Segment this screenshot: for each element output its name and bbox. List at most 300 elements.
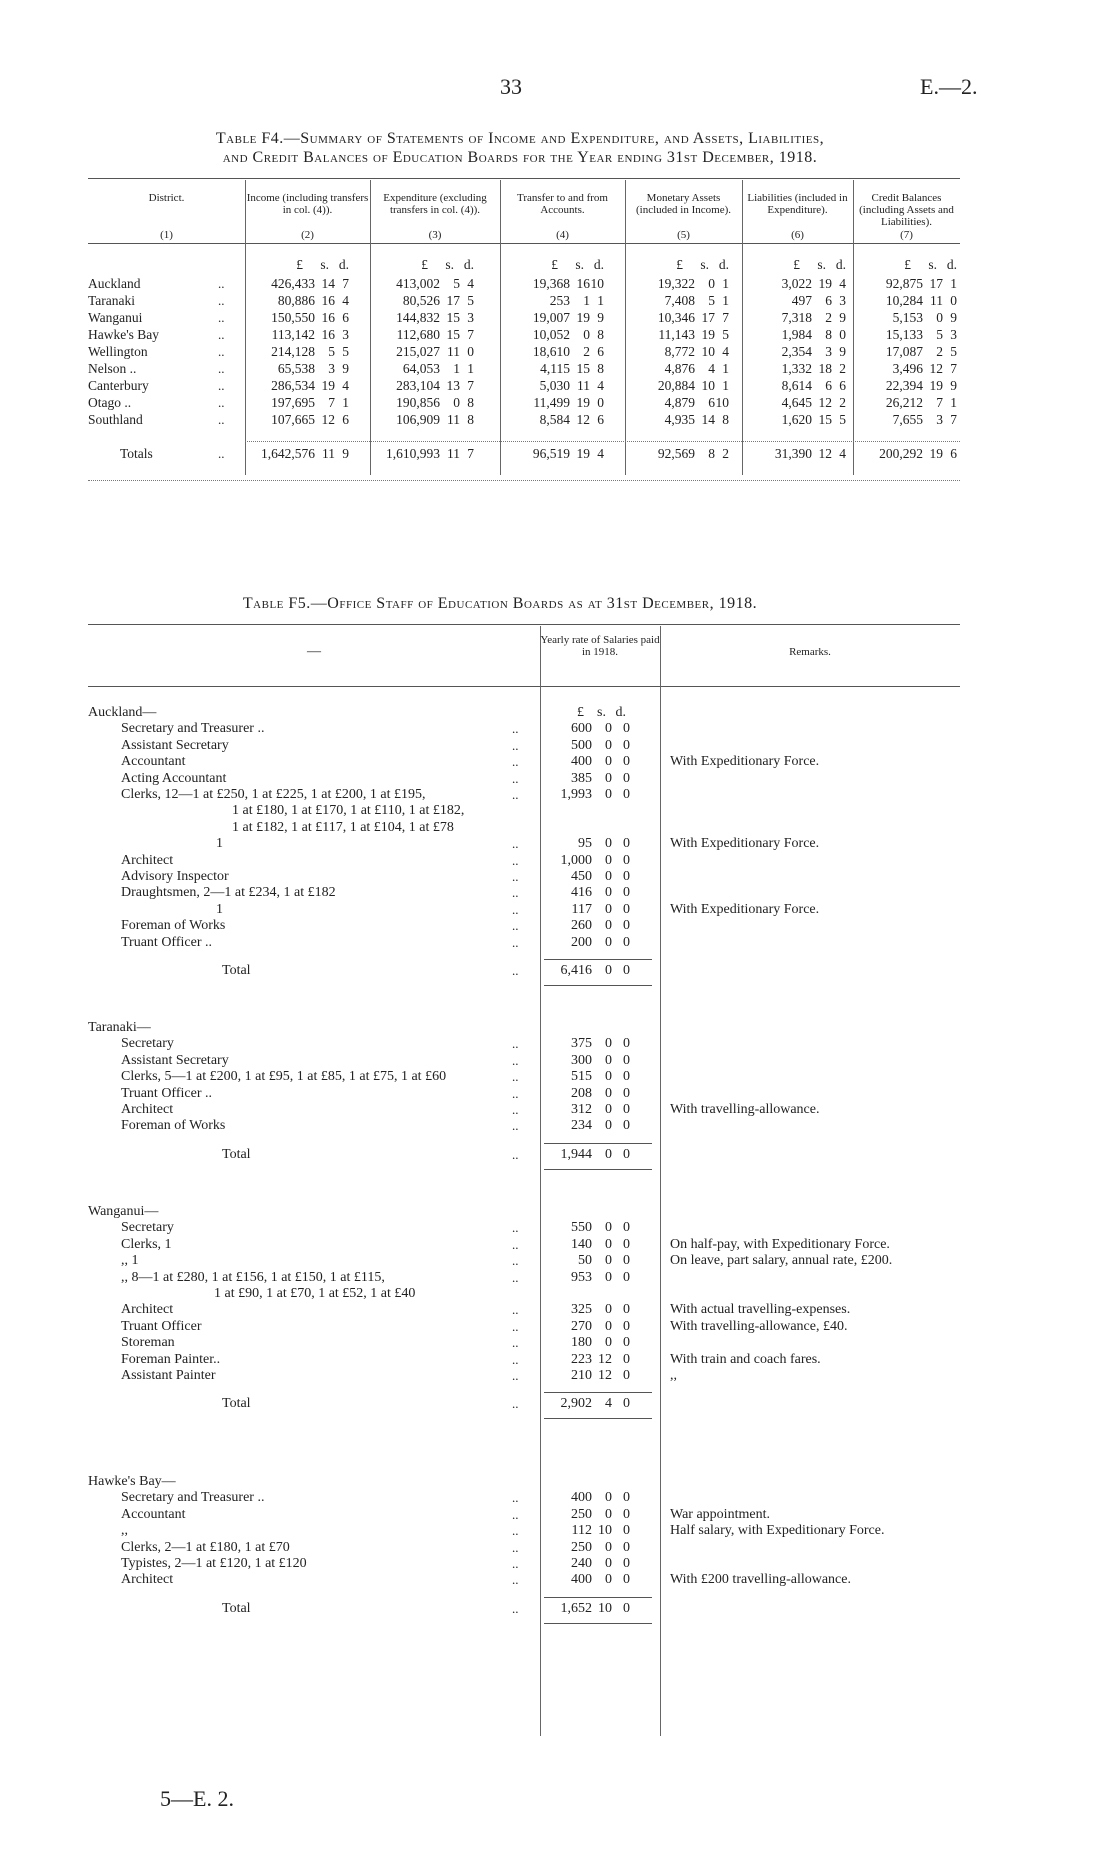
f5-row-shillings: 0 [605,737,612,753]
f4-row-pounds: 92,875 [885,276,923,291]
f4-row-pounds: 4,645 [781,395,812,410]
f4-header-num: (1) [160,229,173,241]
leader-dots: .. [512,1220,519,1236]
f4-row-district: Wellington [88,344,148,359]
f5-row-pence: 0 [623,1085,630,1101]
f5-row-label: 1 at £182, 1 at £117, 1 at £104, 1 at £78 [232,819,454,835]
f4-row-pounds: 3,496 [892,361,923,376]
f4-row-pence: 2 [839,395,846,410]
f4-header: Monetary Assets (included in Income). [636,192,731,216]
f5-row-pence: 0 [623,934,630,950]
leader-dots: .. [512,1269,519,1285]
f5-row-pence: 0 [623,1572,630,1588]
f4-row-pounds: 11,499 [533,395,570,410]
f5-row-pence: 0 [623,1052,630,1068]
document-code: E.—2. [920,74,978,99]
f5-total-rule [544,959,652,960]
f4-row-pounds: 113,142 [271,327,315,342]
f4-row-pence: 7 [950,412,957,427]
f4-row-pence: 10 [590,276,604,291]
f4-unit: d. [338,257,349,272]
f4-row-district: Wanganui [88,310,143,325]
f4-row-pounds: 197,695 [271,395,315,410]
f4-row-pence: 9 [597,310,604,325]
f4-total-shillings: 11 [447,446,460,461]
page-footer: 5—E. 2. [160,1786,234,1811]
f4-row-shillings: 0 [708,276,715,291]
f5-row-pounds: 400 [571,1572,592,1588]
leader-dots: .. [512,1600,519,1616]
f5-row-pounds: 250 [571,1506,592,1522]
f5-unit: £ [577,705,584,720]
f5-row-pounds: 210 [571,1368,592,1383]
f5-row-shillings: 0 [605,1318,612,1334]
f4-row-pounds: 214,128 [271,344,315,359]
f4-row-pence: 4 [722,344,729,359]
leader-dots: .. [512,918,519,934]
f5-row-pence: 0 [623,1351,630,1367]
f5-total-rule [544,1597,652,1598]
f4-row-shillings: 15 [446,310,460,325]
f5-row-pounds: 208 [571,1085,592,1101]
leader-dots: .. [218,276,225,291]
leader-dots: .. [512,1236,519,1252]
f4-row-pence: 1 [950,395,957,410]
f5-row-remark: On leave, part salary, annual rate, £200. [670,1253,893,1269]
f4-total-pounds: 200,292 [879,446,923,461]
f5-row-label: Storeman [121,1335,175,1351]
f4-row-shillings: 5 [453,276,460,291]
f5-total-pence: 0 [623,1146,630,1162]
leader-dots: .. [512,1069,519,1085]
f4-row-pounds: 15,133 [885,327,923,342]
f4-row-pounds: 286,534 [271,378,315,393]
f5-row-remark: With actual travelling-expenses. [670,1302,851,1318]
f5-total-rule [544,1392,652,1393]
f4-row-shillings: 8 [825,327,832,342]
f4-row-shillings: 3 [825,344,832,359]
f4-title: Table F4.—Summary of Statements of Income and Expenditure, and Assets, Liabilities, [215,130,825,147]
f4-row-district: Southland [88,412,143,427]
f4-unit: d. [835,257,846,272]
f4-row-pounds: 7,408 [664,293,695,308]
f4-row-pounds: 10,284 [885,293,923,308]
f4-unit: £ [904,257,911,272]
f4-row-pounds: 18,610 [532,344,570,359]
f5-total-pounds: 6,416 [560,963,592,978]
f5-total-label: Total [222,1396,251,1412]
f4-row-pence: 3 [342,327,349,342]
f4-row-shillings: 16 [321,327,335,342]
f5-total-pounds: 1,652 [560,1600,592,1616]
f5-row-label: Advisory Inspector [121,869,229,884]
f4-row-pence: 9 [342,361,349,376]
leader-dots: .. [512,852,519,868]
f5-row-pounds: 300 [571,1052,592,1068]
f4-row-pounds: 144,832 [396,310,440,325]
f5-total-shillings: 0 [605,963,612,978]
f5-row-pounds: 250 [571,1539,592,1555]
f4-row-pounds: 4,935 [664,412,695,427]
f5-total-pence: 0 [623,1600,630,1616]
leader-dots: .. [512,1102,519,1117]
f4-row-pence: 7 [342,276,349,291]
f4-row-pounds: 19,007 [532,310,570,325]
f5-total-rule [544,1623,652,1624]
leader-dots: .. [512,1490,519,1506]
f5-unit: d. [615,705,626,720]
f5-row-pence: 0 [623,1506,630,1522]
f4-row-pence: 7 [467,327,474,342]
f5-total-rule [544,1418,652,1419]
f4-row-pence: 7 [722,310,729,325]
f4-row-pounds: 19,368 [532,276,570,291]
f5-total-label: Total [222,963,251,978]
f5-row-pounds: 375 [571,1036,592,1052]
f4-row-shillings: 16 [576,276,590,291]
leader-dots: .. [512,1146,519,1162]
f5-row-shillings: 0 [605,852,612,868]
f4-row-shillings: 5 [708,293,715,308]
f5-title: Table F5.—Office Staff of Education Boards as at 31st December, 1918. [242,595,758,612]
f4-row-shillings: 11 [447,412,460,427]
f4-row-pence: 1 [597,293,604,308]
leader-dots: .. [512,1036,519,1052]
f5-total-rule [544,985,652,986]
f4-row-shillings: 19 [576,395,590,410]
f5-group-name: Wanganui— [88,1204,159,1219]
f4-total-pence: 2 [722,446,729,461]
f4-row-shillings: 4 [708,361,715,376]
f5-row-pounds: 515 [571,1069,592,1085]
f4-row-pounds: 413,002 [396,276,440,291]
f5-row-pence: 0 [623,787,630,802]
f4-row-pence: 8 [722,412,729,427]
f4-header-num: (5) [677,229,690,241]
f4-row-shillings: 3 [328,361,335,376]
f4-row-pounds: 8,772 [664,344,695,359]
f5-row-remark: With travelling-allowance, £40. [670,1318,848,1334]
f4-row-shillings: 1 [583,293,590,308]
f4-unit: £ [793,257,800,272]
f5-row-label: Clerks, 5—1 at £200, 1 at £95, 1 at £85, 1 at £75, 1 at £60 [121,1069,447,1085]
f4-unit: £ [551,257,558,272]
f5-row-pence: 0 [623,721,630,737]
f4-row-pounds: 1,984 [781,327,812,342]
f4-unit: d. [463,257,474,272]
f5-row-shillings: 0 [605,1036,612,1052]
f5-row-label: Architect [121,1302,174,1318]
f4-row-district: Taranaki [88,293,136,308]
f5-row-shillings: 0 [605,1052,612,1068]
f4-total-pounds: 92,569 [657,446,695,461]
f4-header: District. [148,192,185,204]
f4-row-shillings: 12 [929,361,943,376]
f4-unit: £ [296,257,303,272]
f5-row-label: Clerks, 1 [121,1236,172,1252]
f5-row-pounds: 200 [571,934,592,950]
f4-row-pence: 5 [467,293,474,308]
f5-row-pence: 0 [623,1236,630,1252]
f5-row-label: ,, 1 [121,1253,139,1269]
f4-row-shillings: 2 [825,310,832,325]
leader-dots: .. [218,344,225,359]
f4-total-pence: 4 [597,446,604,461]
f5-row-label: Secretary and Treasurer .. [121,721,265,737]
f4-totals-label: Totals [120,446,153,461]
f5-row-shillings: 0 [605,1572,612,1588]
f4-row-pence: 1 [950,276,957,291]
f4-row-shillings: 19 [576,310,590,325]
f4-row-pence: 1 [467,361,474,376]
f5-row-pence: 0 [623,1318,630,1334]
leader-dots: .. [512,1118,519,1134]
leader-dots: .. [512,1253,519,1269]
f4-total-shillings: 8 [708,446,715,461]
f5-total-shillings: 0 [605,1146,612,1162]
f5-row-remark: ,, [670,1368,677,1383]
f5-row-pence: 0 [623,1556,630,1571]
f5-row-pence: 0 [623,1036,630,1052]
f5-row-label: 1 [216,901,223,917]
f4-row-shillings: 16 [321,310,335,325]
f5-row-label: 1 at £90, 1 at £70, 1 at £52, 1 at £40 [214,1286,416,1301]
f5-total-shillings: 10 [598,1600,612,1616]
f4-row-pounds: 17,087 [885,344,923,359]
f5-row-pounds: 270 [571,1318,592,1334]
f5-row-pounds: 450 [571,869,592,884]
f4-row-pounds: 5,030 [539,378,570,393]
f4-row-pence: 9 [839,344,846,359]
leader-dots: .. [512,934,519,950]
f4-row-shillings: 17 [701,310,715,325]
f5-row-shillings: 0 [605,1236,612,1252]
f5-row-shillings: 0 [605,1490,612,1506]
f4-total-shillings: 12 [818,446,832,461]
f4-row-shillings: 0 [453,395,460,410]
f5-row-pounds: 953 [571,1269,592,1285]
leader-dots: .. [218,395,225,410]
f4-unit: s. [575,257,584,272]
f4-row-shillings: 15 [446,327,460,342]
f4-row-pounds: 80,886 [277,293,315,308]
f4-row-pounds: 253 [549,293,570,308]
f5-row-label: Foreman of Works [121,1118,226,1134]
f5-row-shillings: 12 [598,1351,612,1367]
f4-row-pence: 3 [839,293,846,308]
f4-rule-bottom [88,480,960,481]
f5-row-label: 1 [216,836,223,852]
f5-row-pounds: 260 [571,918,592,934]
f5-row-label: Assistant Secretary [121,1052,229,1068]
f4-row-pence: 4 [342,293,349,308]
f4-row-pence: 9 [950,378,957,393]
f4-row-pence: 1 [722,378,729,393]
f4-row-pence: 0 [467,344,474,359]
f5-row-shillings: 0 [605,1506,612,1522]
f4-total-pounds: 96,519 [532,446,570,461]
page-number: 33 [500,74,522,99]
f5-row-shillings: 0 [605,1102,612,1117]
f4-rule-totals [245,441,960,442]
f5-row-label: Assistant Secretary [121,737,229,753]
f4-row-shillings: 6 [825,378,832,393]
f5-row-pence: 0 [623,1335,630,1351]
leader-dots: .. [512,1318,519,1334]
f5-row-label: Clerks, 12—1 at £250, 1 at £225, 1 at £200, 1 at £195, [121,787,426,802]
f4-header: Credit Balances (including Assets and Liabilities). [859,192,954,228]
f5-row-pence: 0 [623,770,630,786]
f4-row-pence: 6 [597,412,604,427]
f5-row-pence: 0 [623,737,630,753]
f4-row-pounds: 8,584 [539,412,570,427]
f4-row-district: Nelson .. [88,361,137,376]
f5-row-pounds: 325 [571,1302,592,1318]
f4-header: Liabilities (included in Expenditure). [747,192,848,216]
f5-row-shillings: 0 [605,885,612,901]
f4-row-pence: 1 [722,361,729,376]
f5-row-remark: War appointment. [670,1506,770,1522]
f4-row-district: Auckland [88,276,141,291]
f4-row-pence: 6 [597,344,604,359]
f4-row-pence: 4 [467,276,474,291]
f5-row-shillings: 0 [605,1118,612,1134]
f5-row-remark: With £200 travelling-allowance. [670,1572,851,1588]
f5-rule-head [88,686,960,687]
f4-header-num: (7) [900,229,913,241]
f4-row-pounds: 2,354 [781,344,812,359]
f4-row-pounds: 426,433 [271,276,315,291]
f5-row-label: Assistant Painter [121,1368,216,1383]
f5-unit: s. [597,705,606,720]
f5-row-label: Architect [121,852,174,868]
f4-row-pence: 10 [715,395,729,410]
f5-total-pounds: 1,944 [560,1146,592,1162]
f5-row-remark: With Expeditionary Force. [670,901,820,917]
f4-row-shillings: 10 [701,378,715,393]
f5-row-shillings: 0 [605,1556,612,1571]
f4-row-shillings: 0 [583,327,590,342]
f5-row-shillings: 0 [605,934,612,950]
f5-row-label: ,, 8—1 at £280, 1 at £156, 1 at £150, 1 at £115, [121,1269,385,1285]
f4-header: Transfer to and from Accounts. [517,192,608,216]
f4-row-shillings: 17 [929,276,943,291]
leader-dots: .. [512,1085,519,1101]
f4-row-pence: 8 [467,412,474,427]
f4-row-shillings: 15 [818,412,832,427]
f5-row-label: Secretary and Treasurer .. [121,1490,265,1506]
f4-row-pence: 1 [722,276,729,291]
f5-row-label: 1 at £180, 1 at £170, 1 at £110, 1 at £182, [232,803,465,819]
f5-group-name: Taranaki— [88,1020,151,1035]
leader-dots: .. [512,1335,519,1351]
f4-row-pence: 8 [597,361,604,376]
leader-dots: .. [512,885,519,901]
leader-dots: .. [512,1351,519,1367]
f5-row-pounds: 312 [571,1102,592,1117]
f4-row-pounds: 107,665 [271,412,315,427]
f5-header-item: — [307,644,321,659]
f4-total-pence: 4 [839,446,846,461]
leader-dots: .. [512,1368,519,1383]
f5-row-shillings: 0 [605,1253,612,1269]
f5-row-shillings: 0 [605,754,612,770]
f4-row-district: Canterbury [88,378,149,393]
f5-row-pence: 0 [623,1220,630,1236]
f4-row-pence: 1 [722,293,729,308]
f4-row-pence: 4 [597,378,604,393]
f4-row-pounds: 10,052 [532,327,570,342]
f4-header-num: (4) [556,229,569,241]
f5-row-label: Truant Officer .. [121,1085,212,1101]
leader-dots: .. [218,446,225,461]
f4-row-pounds: 215,027 [396,344,440,359]
f4-row-pence: 1 [342,395,349,410]
f4-row-pounds: 4,876 [664,361,695,376]
f5-row-pounds: 240 [571,1556,592,1571]
f4-row-shillings: 19 [701,327,715,342]
f4-row-pence: 4 [342,378,349,393]
f4-row-district: Hawke's Bay [88,327,160,342]
f4-row-shillings: 12 [818,395,832,410]
f5-row-pounds: 95 [578,836,592,852]
f5-row-pence: 0 [623,1102,630,1117]
f4-row-pounds: 11,143 [658,327,695,342]
f5-row-pounds: 416 [571,885,592,901]
f5-row-shillings: 0 [605,787,612,802]
f4-total-pounds: 1,642,576 [261,446,315,461]
f5-row-label: Accountant [121,1506,186,1522]
f4-row-pence: 7 [950,361,957,376]
f5-row-remark: With travelling-allowance. [670,1102,820,1117]
leader-dots: .. [512,901,519,917]
f4-row-pounds: 4,115 [540,361,570,376]
f5-row-pence: 0 [623,852,630,868]
f4-total-shillings: 11 [322,446,335,461]
leader-dots: .. [218,412,225,427]
f5-row-label: Truant Officer .. [121,934,212,950]
f5-row-pounds: 112 [571,1523,592,1539]
f5-rule-top [88,624,960,625]
leader-dots: .. [512,836,519,852]
f5-row-label: Foreman Painter.. [121,1351,221,1367]
f5-row-label: ,, [121,1523,128,1539]
f4-row-pence: 3 [467,310,474,325]
f5-row-pounds: 400 [571,754,592,770]
f4-rule-head [88,243,960,244]
f5-row-pence: 0 [623,918,630,934]
f4-total-shillings: 19 [576,446,590,461]
f4-row-shillings: 6 [708,395,715,410]
f5-row-remark: Half salary, with Expeditionary Force. [670,1523,885,1539]
f4-row-pence: 0 [950,293,957,308]
f5-row-label: Foreman of Works [121,918,226,934]
leader-dots: .. [218,378,225,393]
f4-row-shillings: 19 [929,378,943,393]
f4-row-pence: 9 [950,310,957,325]
leader-dots: .. [218,327,225,342]
f5-group-name: Hawke's Bay— [88,1474,176,1489]
f4-row-shillings: 11 [930,293,943,308]
f5-row-label: Secretary [121,1220,174,1236]
f4-row-pence: 0 [839,327,846,342]
f5-row-remark: With Expeditionary Force. [670,754,820,770]
f4-unit: s. [320,257,329,272]
f4-row-pounds: 10,346 [657,310,695,325]
f4-header: Income (including transfers in col. (4)). [246,192,369,216]
f5-row-label: Secretary [121,1036,174,1052]
f5-row-remark: With Expeditionary Force. [670,836,820,852]
